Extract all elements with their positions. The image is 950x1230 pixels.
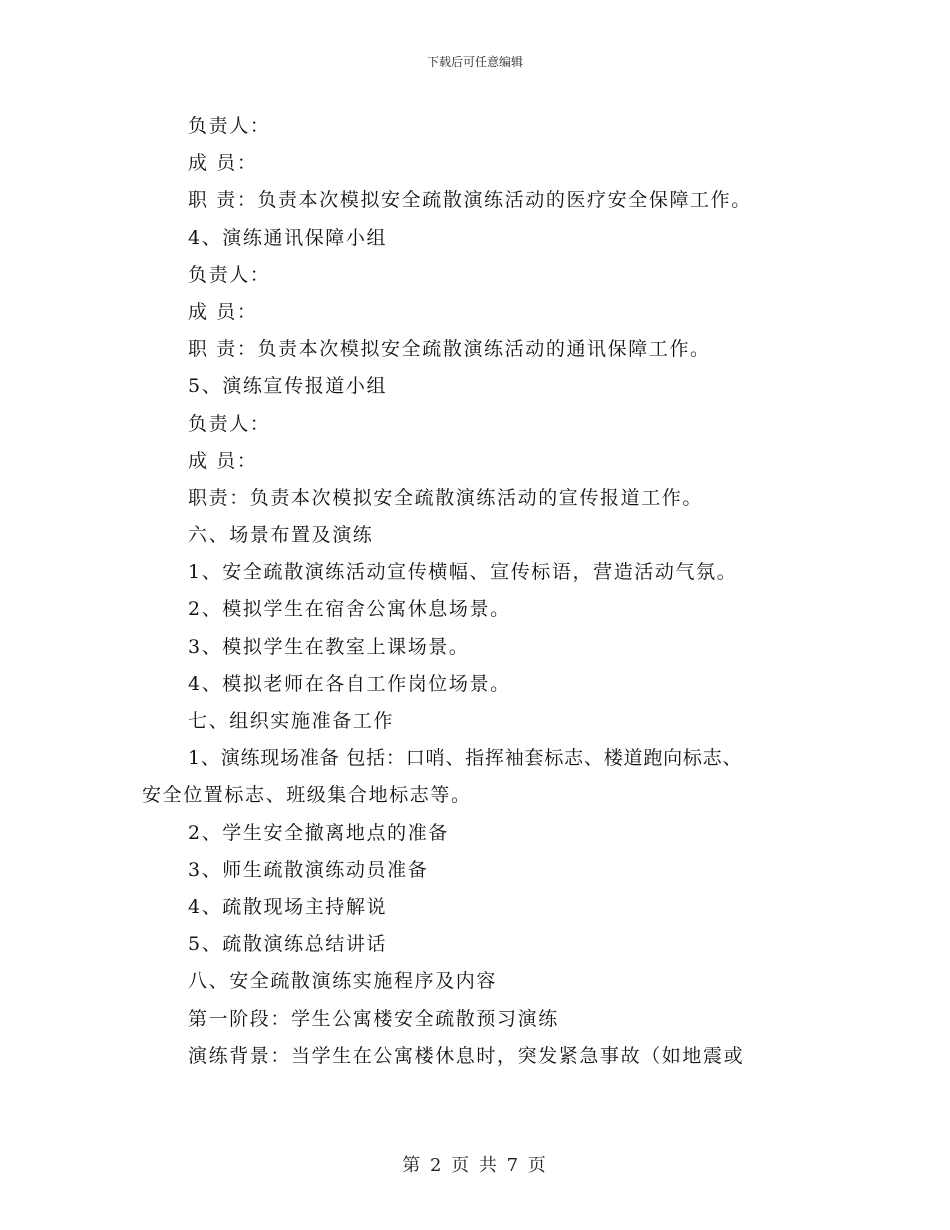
list-item: 4、模拟老师在各自工作岗位场景。 xyxy=(188,672,511,695)
list-item: 3、师生疏散演练动员准备 xyxy=(188,858,429,881)
body-line: 第一阶段：学生公寓楼安全疏散预习演练 xyxy=(188,1007,559,1030)
body-line: 成 员： xyxy=(188,152,258,175)
list-item: 3、模拟学生在教室上课场景。 xyxy=(188,635,470,658)
body-line: 职责：负责本次模拟安全疏散演练活动的宣传报道工作。 xyxy=(188,486,704,509)
document-body xyxy=(142,108,802,1075)
body-line: 负责人： xyxy=(188,115,271,137)
body-line: 职 责：负责本次模拟安全疏散演练活动的通讯保障工作。 xyxy=(188,338,711,361)
section-heading: 4、演练通讯保障小组 xyxy=(188,226,388,249)
list-item: 4、疏散现场主持解说 xyxy=(188,895,388,918)
body-line: 负责人： xyxy=(188,263,271,286)
list-item: 2、学生安全撤离地点的准备 xyxy=(188,821,449,844)
section-heading: 八、安全疏散演练实施程序及内容 xyxy=(188,970,498,993)
list-item: 5、疏散演练总结讲话 xyxy=(188,933,388,956)
page-number: 第 2 页 共 7 页 xyxy=(402,1155,548,1176)
section-heading: 5、演练宣传报道小组 xyxy=(188,375,388,398)
list-item-continuation: 安全位置标志、班级集合地标志等。 xyxy=(142,784,472,807)
section-heading: 七、组织实施准备工作 xyxy=(188,710,395,732)
body-line: 成 员： xyxy=(188,449,258,472)
page-header: 下载后可任意编辑 xyxy=(426,55,523,69)
body-line: 职 责：负责本次模拟安全疏散演练活动的医疗安全保障工作。 xyxy=(188,189,752,212)
section-heading: 六、场景布置及演练 xyxy=(188,524,374,547)
body-line: 负责人： xyxy=(188,412,271,435)
list-item: 1、演练现场准备 包括：口哨、指挥袖套标志、楼道跑向标志、 xyxy=(188,747,743,770)
body-line: 成 员： xyxy=(188,300,258,323)
list-item: 1、安全疏散演练活动宣传横幅、宣传标语，营造活动气氛。 xyxy=(188,561,738,584)
list-item: 2、模拟学生在宿舍公寓休息场景。 xyxy=(188,598,511,621)
body-line: 演练背景：当学生在公寓楼休息时，突发紧急事故（如地震或 xyxy=(188,1044,745,1067)
